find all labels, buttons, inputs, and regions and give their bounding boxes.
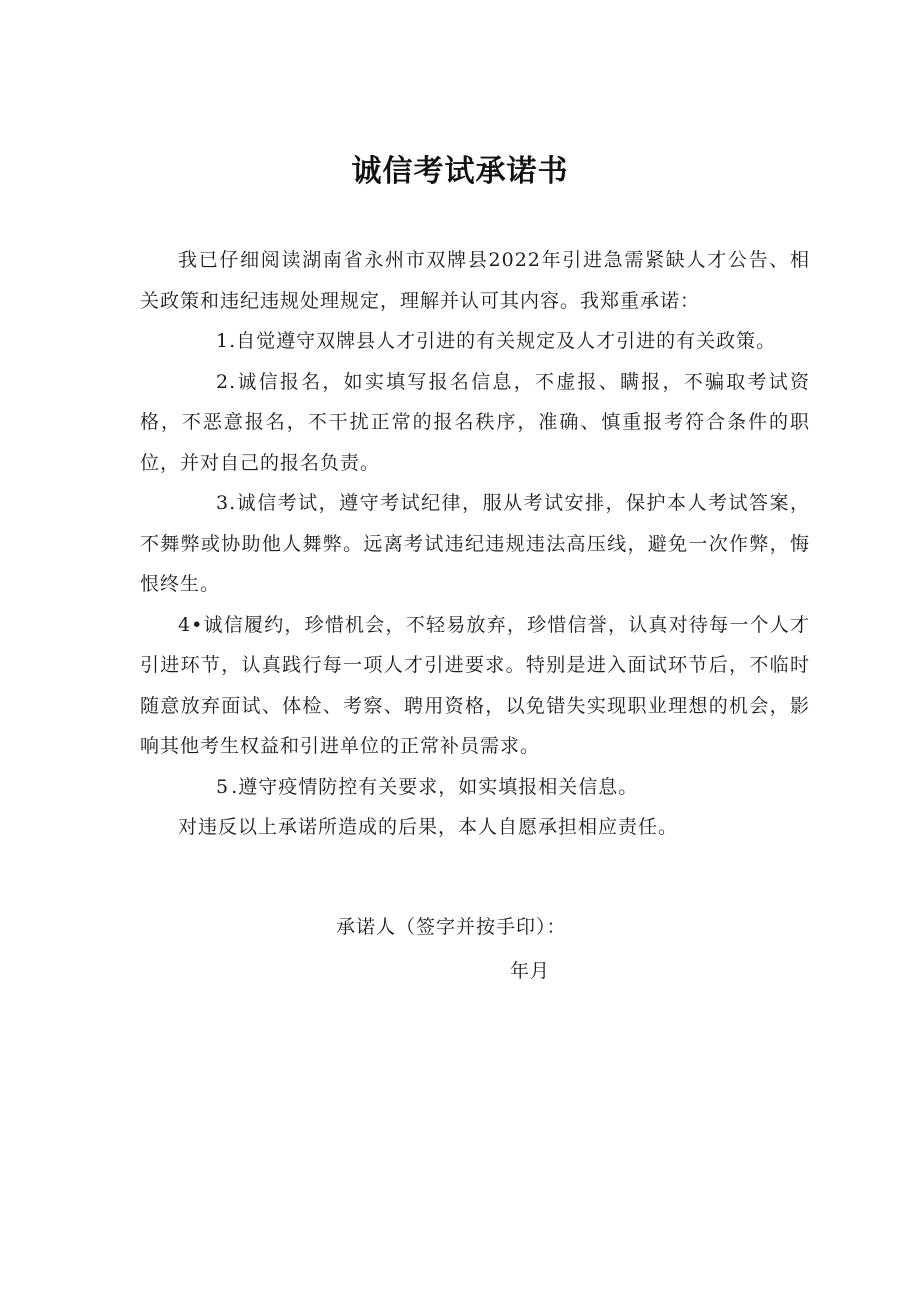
item-text: .自觉遵守双牌县人才引进的有关规定及人才引进的有关政策。 [229, 330, 777, 352]
list-item [140, 605, 810, 767]
document-body [140, 240, 810, 848]
item-text: 诚信履约，珍惜机会，不轻易放弃，珍惜信誉，认真对待每一个人才引进环节，认真践行每一项人才引进要求。特别是进入面试环节后，不临时随意放弃面试、体检、考察、聘用资格，以免错失实现职业理想的机会，影响其他考生权益和引进单位的正常补员需求。 [140, 613, 810, 757]
document-title: 诚信考试承诺书 [351, 154, 569, 189]
item-text: .诚信考试，遵守考试纪律，服从考试安排，保护本人考试答案，不舞弊或协助他人舞弊。远离考试违纪违规违法高压线，避免一次作弊，悔恨终生。 [140, 492, 810, 595]
item-number: 2 [216, 370, 230, 393]
list-item [140, 362, 810, 484]
intro-paragraph: 我已仔细阅读湖南省永州市双牌县2022年引进急需紧缺人才公告、相关政策和违纪违规处理规定，理解并认可其内容。我郑重承诺： [140, 249, 810, 312]
closing-paragraph: 对违反以上承诺所造成的后果，本人自愿承担相应责任。 [178, 816, 679, 838]
list-item [140, 483, 810, 605]
list-item [140, 767, 810, 808]
item-number: 5 [216, 775, 230, 798]
item-number: 3 [216, 492, 230, 514]
item-text: .遵守疫情防控有关要求，如实填报相关信息。 [231, 775, 639, 798]
item-number: 1 [216, 330, 230, 352]
signature-label: 承诺人（签字并按手印）： [336, 916, 567, 938]
list-item [140, 321, 810, 362]
date-label: 年月 [510, 960, 551, 982]
item-text: .诚信报名，如实填写报名信息，不虚报、瞒报，不骗取考试资格，不恶意报名，不干扰正常的报名秩序，准确、慎重报考符合条件的职位，并对自己的报名负责。 [140, 370, 810, 474]
item-number: 4• [178, 613, 204, 636]
